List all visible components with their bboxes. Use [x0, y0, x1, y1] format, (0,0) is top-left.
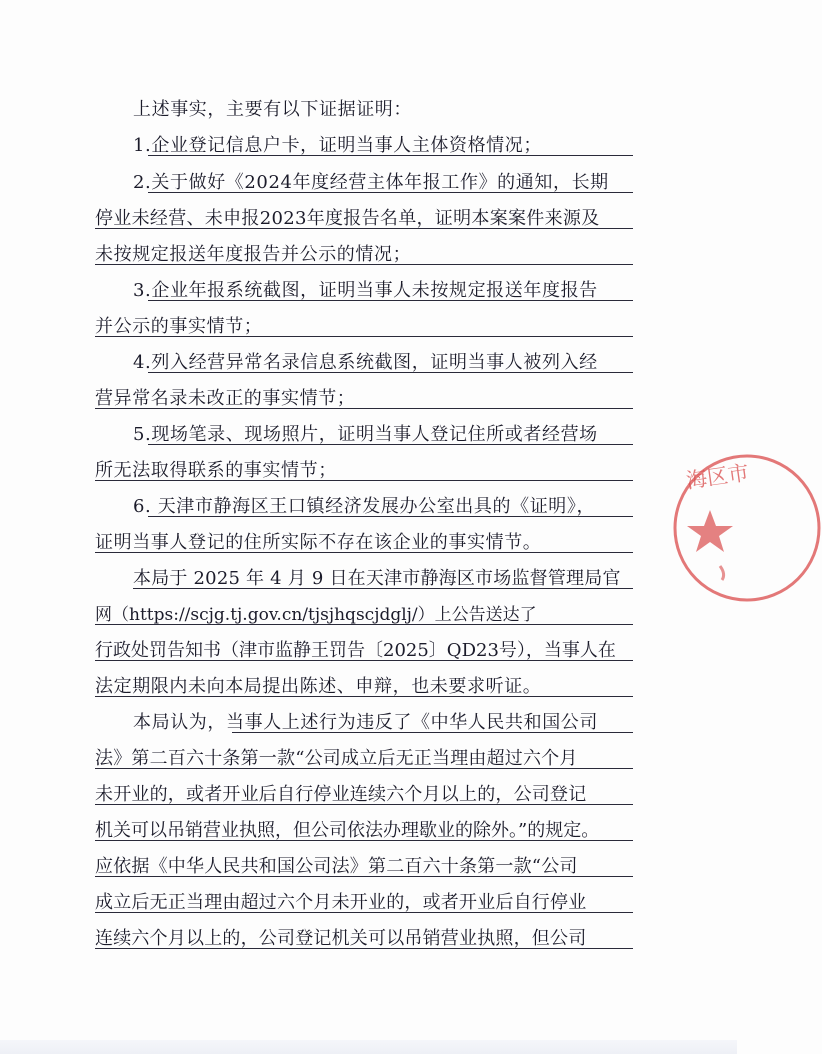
underline	[95, 948, 633, 949]
text-line: 网（https://scjg.tj.gov.cn/tjsjhqscjdglj/）上公告送达了	[95, 605, 537, 625]
underline	[95, 264, 633, 265]
underline	[148, 372, 633, 373]
underline	[95, 876, 633, 877]
underline	[133, 588, 633, 589]
underline	[95, 696, 633, 697]
underline	[148, 192, 633, 193]
underline	[95, 336, 633, 337]
underline	[148, 516, 633, 517]
text-line: 未按规定报送年度报告并公示的情况；	[95, 244, 412, 265]
text-line: 本局于 2025 年 4 月 9 日在天津市静海区市场监督管理局官	[133, 568, 621, 589]
text-line: 应依据《中华人民共和国公司法》第二百六十条第一款“公司	[95, 856, 578, 877]
text-line: 3.企业年报系统截图，证明当事人未按规定报送年度报告	[133, 280, 598, 301]
underline	[95, 552, 633, 553]
text-line: 5.现场笔录、现场照片，证明当事人登记住所或者经营场	[133, 424, 598, 445]
text-line: 未开业的，或者开业后自行停业连续六个月以上的，公司登记	[95, 784, 587, 805]
underline	[95, 912, 633, 913]
scan-edge	[0, 1040, 737, 1054]
official-seal	[672, 448, 822, 608]
text-line: 营异常名录未改正的事实情节；	[95, 388, 356, 409]
underline	[148, 155, 633, 156]
text-line: 2.关于做好《2024年度经营主体年报工作》的通知，长期	[133, 172, 609, 193]
text-line: 4.列入经营异常名录信息系统截图，证明当事人被列入经	[133, 352, 598, 373]
text-line: 行政处罚告知书（津市监静王罚告〔2025〕QD23号），当事人在	[95, 640, 616, 661]
underline	[95, 624, 633, 625]
underline	[95, 804, 633, 805]
text-line: 成立后无正当理由超过六个月未开业的，或者开业后自行停业	[95, 892, 587, 913]
underline	[95, 768, 633, 769]
underline	[95, 660, 633, 661]
underline	[95, 408, 633, 409]
text-line: 停业未经营、未申报2023年度报告名单，证明本案案件来源及	[95, 208, 600, 229]
underline	[148, 444, 633, 445]
underline	[95, 840, 633, 841]
text-line: 上述事实，主要有以下证据证明：	[133, 99, 412, 120]
text-line: 机关可以吊销营业执照，但公司依法办理歇业的除外。”的规定。	[95, 820, 600, 841]
text-line: 证明当事人登记的住所实际不存在该企业的事实情节。	[95, 532, 542, 553]
seal-star-icon	[687, 510, 733, 552]
text-line: 法定期限内未向本局提出陈述、申辩，也未要求听证。	[95, 676, 542, 697]
text-line: 1.企业登记信息户卡，证明当事人主体资格情况；	[133, 135, 542, 156]
text-line: 并公示的事实情节；	[95, 316, 263, 337]
underline	[95, 228, 633, 229]
text-line: 所无法取得联系的事实情节；	[95, 460, 337, 481]
underline	[95, 480, 633, 481]
text-line: 6. 天津市静海区王口镇经济发展办公室出具的《证明》，	[133, 496, 596, 517]
underline	[232, 732, 633, 733]
text-line: 连续六个月以上的，公司登记机关可以吊销营业执照，但公司	[95, 928, 587, 949]
seal-text: 海区市	[684, 460, 751, 494]
underline	[148, 300, 633, 301]
text-line: 本局认为，当事人上述行为违反了《中华人民共和国公司	[133, 712, 598, 733]
text-line: 法》第二百六十条第一款“公司成立后无正当理由超过六个月	[95, 748, 578, 769]
